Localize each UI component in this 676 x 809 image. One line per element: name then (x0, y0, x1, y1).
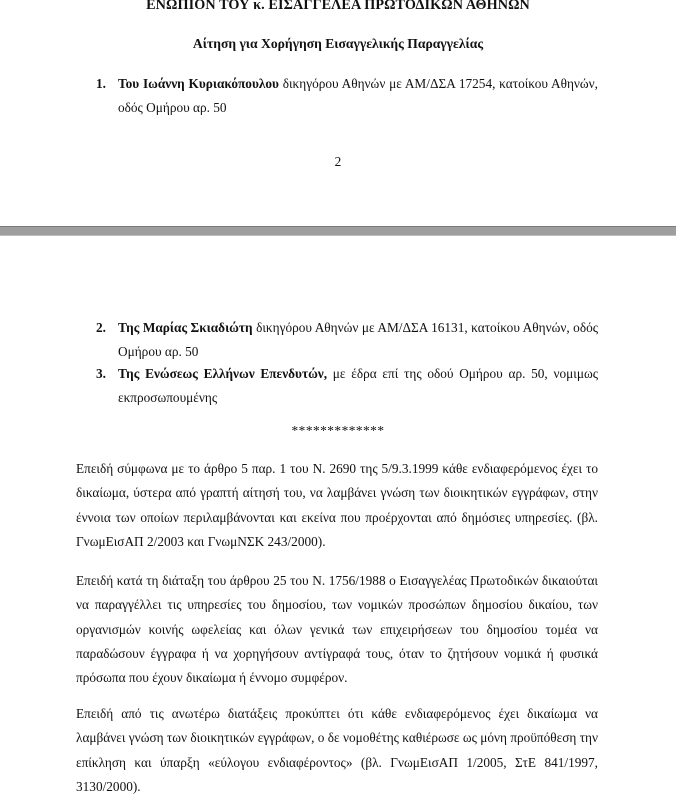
party-details: δικηγόρου Αθηνών με ΑΜ/ΔΣΑ 16131, κατοίκου Αθηνών, οδός Ομήρου αρ. 50 (118, 320, 598, 359)
party-item-3 (96, 362, 598, 410)
paragraph-2: Επειδή κατά τη διάταξη του άρθρου 25 του Ν. 1756/1988 ο Εισαγγελέας Πρωτοδικών δικαιούται να παραγγέλλει τις υπηρεσίες του δημοσίου, των νομικών προσώπων δημοσίου δικαίου, των οργανισμών κοινής ωφελείας και όλων γενικά των επιχειρήσεων του δημοσίου τομέα να παραδώσουν έγγραφα ή να χορηγήσουν αντίγραφά τους, όταν το ζητήσουν νομικά ή φυσικά πρόσωπα που έχουν δικαίωμα ή έννομο συμφέρον. (76, 573, 598, 686)
party-item-2 (96, 316, 598, 364)
section-separator: ************* (291, 423, 385, 438)
paragraph-3: Επειδή από τις ανωτέρω διατάξεις προκύπτει ότι κάθε ενδιαφερόμενος έχει δικαίωμα να λαμβάνει γνώση των διοικητικών εγγράφων, ο δε νομοθέτης καθιέρωσε ως μόνη προϋπόθεση την επίκληση και ύπαρξη «εύλογου ενδιαφέροντος» (βλ. ΓνωμΕισΑΠ 1/2005, ΣτΕ 841/1997, 3130/2000). (76, 706, 598, 794)
party-name: Της Μαρίας Σκιαδιώτη (118, 320, 253, 335)
document-title: ΕΝΩΠΙΟΝ ΤΟΥ κ. ΕΙΣΑΓΓΕΛΕΑ ΠΡΩΤΟΔΙΚΩΝ ΑΘΗΝΩΝ (146, 0, 530, 13)
party-details: με έδρα επί της οδού Ομήρου αρ. 50, νομιμως εκπροσωπουμένης (118, 366, 598, 405)
party-name: Της Ενώσεως Ελλήνων Επενδυτών, (118, 366, 328, 381)
page-break-separator (0, 226, 676, 236)
document-subtitle: Αίτηση για Χορήγηση Εισαγγελικής Παραγγελίας (192, 36, 484, 51)
party-item-1 (96, 72, 598, 120)
party-number: 3. (96, 366, 106, 381)
party-details: δικηγόρου Αθηνών με ΑΜ/ΔΣΑ 17254, κατοίκου Αθηνών, οδός Ομήρου αρ. 50 (118, 76, 598, 115)
paragraph-1: Επειδή σύμφωνα με το άρθρο 5 παρ. 1 του Ν. 2690 της 5/9.3.1999 κάθε ενδιαφερόμενος έχει το δικαίωμα, ύστερα από γραπτή αίτησή του, να λαμβάνει γνώση των διοικητικών εγγράφων, στην έννοια των οποίων περιλαμβάνονται και εκείνα που προέρχονται από δημόσιες υπηρεσίες. (βλ. ΓνωμΕισΑΠ 2/2003 και ΓνωμΝΣΚ 243/2000). (76, 461, 598, 549)
party-name: Του Ιωάννη Κυριακόπουλου (118, 76, 279, 91)
party-number: 1. (96, 76, 106, 91)
page-number: 2 (334, 154, 342, 169)
party-number: 2. (96, 320, 106, 335)
